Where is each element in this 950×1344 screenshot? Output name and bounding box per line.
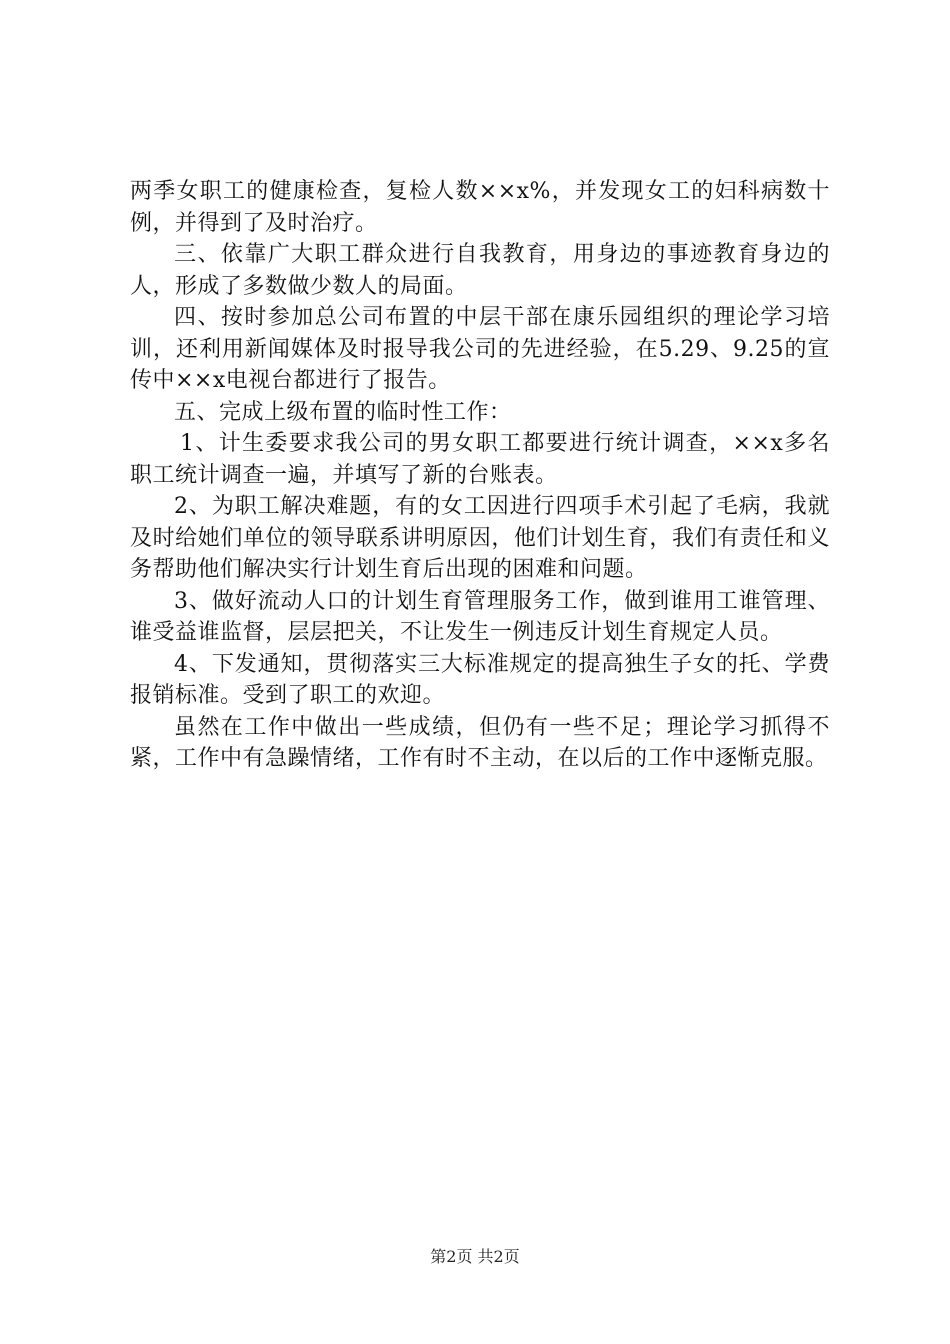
paragraph-item-4: 四、按时参加总公司布置的中层干部在康乐园组织的理论学习培训，还利用新闻媒体及时报导我公司的先进经验，在5.29、9.25的宣传中××x电视台都进行了报告。 [130, 305, 830, 393]
paragraph-subitem-3: 3、做好流动人口的计划生育管理服务工作，做到谁用工谁管理、谁受益谁监督，层层把关，不让发生一例违反计划生育规定人员。 [130, 588, 830, 645]
paragraph-item-5: 五、完成上级布置的临时性工作： [174, 399, 512, 425]
paragraph-item-3: 三、依靠广大职工群众进行自我教育，用身边的事迹教育身边的人，形成了多数做少数人的局面。 [130, 242, 830, 299]
paragraph-subitem-4: 4、下发通知，贯彻落实三大标准规定的提高独生子女的托、学费报销标准。受到了职工的欢迎。 [130, 651, 830, 708]
paragraph-subitem-2: 2、为职工解决难题，有的女工因进行四项手术引起了毛病，我就及时给她们单位的领导联系讲明原因，他们计划生育，我们有责任和义务帮助他们解决实行计划生育后出现的困难和问题。 [130, 494, 830, 582]
paragraph-continued: 两季女职工的健康检查，复检人数××x%，并发现女工的妇科病数十例，并得到了及时治疗。 [130, 179, 830, 236]
document-body [130, 176, 830, 775]
page-number-footer: 第2页 共2页 [430, 1247, 520, 1266]
paragraph-subitem-1: 1、计生委要求我公司的男女职工都要进行统计调查，××x多名职工统计调查一遍，并填写了新的台账表。 [130, 431, 830, 488]
paragraph-conclusion: 虽然在工作中做出一些成绩，但仍有一些不足；理论学习抓得不紧，工作中有急躁情绪，工作有时不主动，在以后的工作中逐惭克服。 [130, 714, 830, 771]
